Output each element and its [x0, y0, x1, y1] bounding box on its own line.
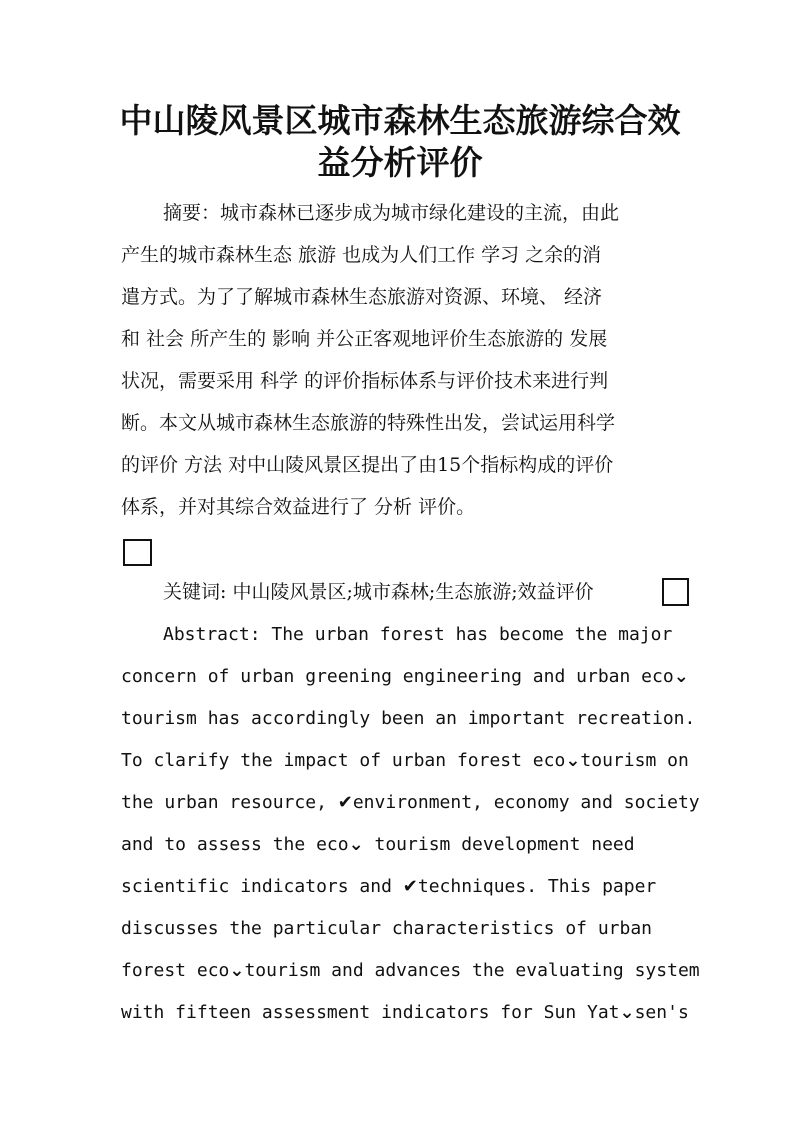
abstract-zh-line-7: 的评价 方法 对中山陵风景区提出了由15个指标构成的评价 [121, 454, 614, 476]
abstract-en-line-4a: To clarify the impact of urban forest eco [121, 750, 566, 771]
title-line-2: 益分析评价 [317, 143, 483, 182]
abstract-en-line-6 [121, 824, 683, 866]
abstract-zh-line-1: 摘要：城市森林已逐步成为城市绿化建设的主流，由此 [163, 202, 620, 224]
check-mark-icon: ⌄ [229, 960, 245, 981]
abstract-en-line-9 [121, 950, 700, 992]
abstract-en-line-7a: scientific indicators and [121, 876, 403, 897]
abstract-en-line-10b: sen's [634, 1002, 689, 1023]
abstract-en-line-6a: and to assess the eco [121, 834, 349, 855]
abstract-zh-line-6: 断。本文从城市森林生态旅游的特殊性出发，尝试运用科学 [121, 412, 616, 434]
abstract-en-line-7 [121, 866, 683, 908]
empty-box-icon [662, 578, 689, 606]
abstract-en-line-9b: tourism and advances the evaluating system [244, 960, 700, 981]
abstract-en-line-6b: tourism development need [363, 834, 635, 855]
abstract-en-line-5b: environment, economy and society [352, 792, 700, 813]
abstract-en-line-1: Abstract: The urban forest has become the major [163, 624, 673, 645]
keywords-line: 关键词: 中山陵风景区;城市森林;生态旅游;效益评价 [163, 581, 594, 603]
title-line-1: 中山陵风景区城市森林生态旅游综合效 [119, 101, 681, 140]
keywords-text: 中山陵风景区;城市森林;生态旅游;效益评价 [232, 581, 594, 603]
abstract-zh-line-8: 体系，并对其综合效益进行了 分析 评价。 [121, 496, 476, 518]
check-mark-icon: ✔ [402, 876, 418, 897]
keywords-label: 关键词 [163, 581, 221, 603]
abstract-en-line-2 [121, 656, 689, 698]
abstract-zh-line-4: 和 社会 所产生的 影响 并公正客观地评价生态旅游的 发展 [121, 328, 608, 350]
check-mark-icon: ✔ [337, 792, 353, 813]
abstract-en-line-2-text: concern of urban greening engineering and urban eco [121, 666, 674, 687]
abstract-zh-line-2: 产生的城市森林生态 旅游 也成为人们工作 学习 之余的消 [121, 244, 602, 266]
check-mark-icon: ⌄ [348, 834, 364, 855]
empty-box-icon [123, 539, 152, 566]
abstract-en-line-8: discusses the particular characteristics of urban [121, 918, 653, 939]
check-mark-icon: ⌄ [565, 750, 581, 771]
abstract-en-line-4b: tourism on [580, 750, 689, 771]
abstract-en-line-10 [121, 992, 689, 1034]
abstract-en-line-7b: techniques. This paper [417, 876, 657, 897]
abstract-en-line-5a: the urban resource, [121, 792, 338, 813]
abstract-en-line-5 [121, 782, 700, 824]
abstract-en-line-3: tourism has accordingly been an important recreation. [121, 708, 696, 729]
abstract-en-line-10a: with fifteen assessment indicators for Sun Yat [121, 1002, 620, 1023]
check-mark-icon: ⌄ [673, 666, 689, 687]
abstract-zh-line-5: 状况，需要采用 科学 的评价指标体系与评价技术来进行判 [121, 370, 609, 392]
abstract-en-line-4 [121, 740, 689, 782]
check-mark-icon: ⌄ [619, 1002, 635, 1023]
abstract-zh-line-3: 遣方式。为了了解城市森林生态旅游对资源、环境、 经济 [121, 286, 603, 308]
abstract-en-line-9a: forest eco [121, 960, 230, 981]
